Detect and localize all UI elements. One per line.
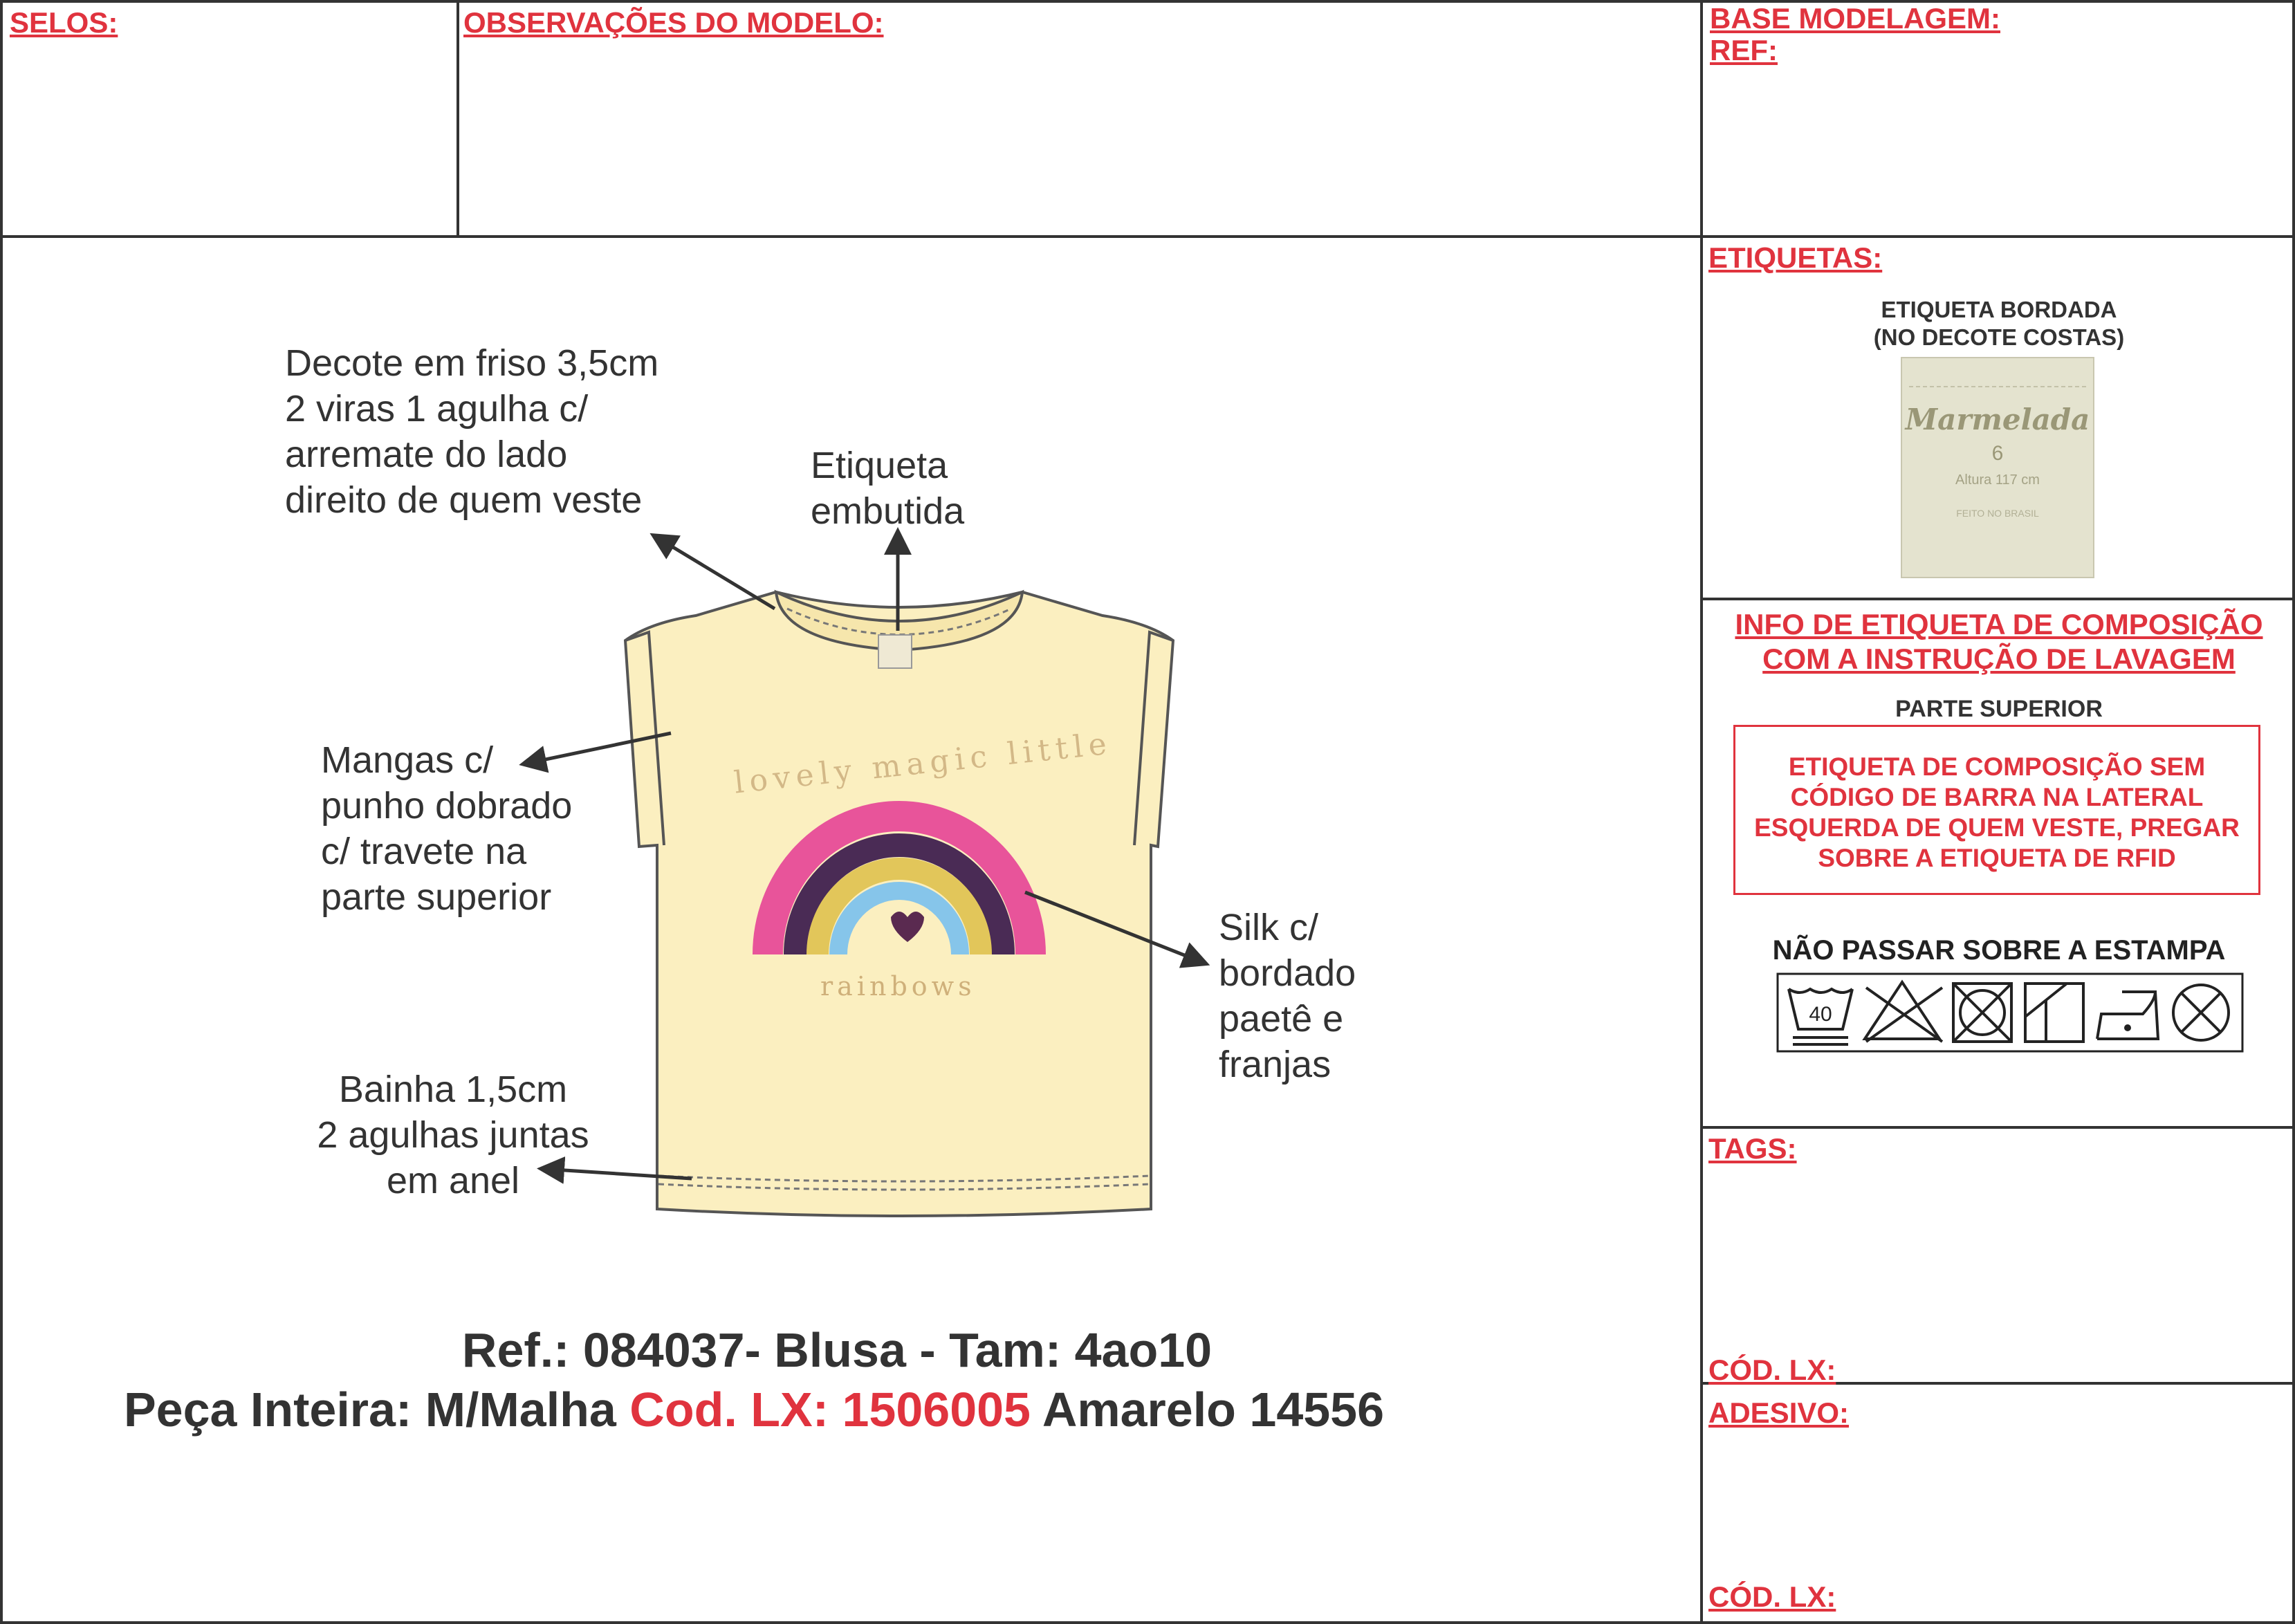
sidebar-sep-2 bbox=[1700, 598, 2295, 600]
note-decote-line: arremate do lado bbox=[285, 434, 568, 475]
print-top-text: lovely magic little bbox=[732, 726, 1114, 801]
note-decote-line: 2 viras 1 agulha c/ bbox=[285, 388, 589, 430]
footer-lx-code: Cod. LX: 1506005 bbox=[629, 1383, 1031, 1437]
brand-made-in: FEITO NO BRASIL bbox=[1956, 508, 2039, 519]
note-bainha-line: Bainha 1,5cm bbox=[338, 1069, 568, 1110]
footer-color: Amarelo 14556 bbox=[1030, 1383, 1385, 1437]
composicao-instructions-box bbox=[1733, 725, 2260, 895]
footer-ref: Ref.: 084037- Blusa - Tam: 4ao10 bbox=[461, 1323, 1213, 1377]
note-bainha-line: 2 agulhas juntas bbox=[317, 1114, 589, 1156]
parte-superior-label: PARTE SUPERIOR bbox=[1895, 696, 2103, 722]
base-modelagem-header: BASE MODELAGEM: bbox=[1710, 2, 2000, 35]
observacoes-header: OBSERVAÇÕES DO MODELO: bbox=[463, 6, 884, 39]
footer-fabric bbox=[0, 1382, 1508, 1437]
adesivo-header: ADESIVO: bbox=[1708, 1396, 1850, 1429]
sidebar-sep-3 bbox=[1700, 1126, 2295, 1129]
care-symbols bbox=[1776, 972, 2244, 1053]
no-iron-warning: NÃO PASSAR SOBRE A ESTAMPA bbox=[1772, 935, 2226, 966]
note-mangas-line: Mangas c/ bbox=[321, 739, 494, 781]
note-silk-line: franjas bbox=[1219, 1044, 1331, 1085]
selos-header: SELOS: bbox=[10, 6, 118, 39]
note-bainha-line: em anel bbox=[386, 1160, 520, 1201]
brand-label-image bbox=[1901, 357, 2094, 578]
brand-height: Altura 117 cm bbox=[1955, 472, 2040, 488]
instr-line: ESQUERDA DE QUEM VESTE, PREGAR bbox=[1754, 813, 2240, 842]
footer-fabric-prefix: Peça Inteira: M/Malha bbox=[123, 1383, 630, 1437]
note-etiqueta-line: embutida bbox=[811, 490, 965, 532]
note-mangas-line: punho dobrado bbox=[321, 785, 573, 827]
sidebar-sep-1 bbox=[1700, 235, 2295, 238]
note-decote-line: direito de quem veste bbox=[285, 479, 643, 521]
note-decote-line: Decote em friso 3,5cm bbox=[285, 342, 659, 384]
adesivo-cod-lx: CÓD. LX: bbox=[1708, 1580, 1836, 1613]
note-mangas-line: parte superior bbox=[321, 876, 552, 918]
composicao-title bbox=[1703, 607, 2295, 676]
etiqueta-bordada-label bbox=[1703, 296, 2295, 351]
note-mangas-line: c/ travete na bbox=[321, 831, 527, 872]
composicao-title-line: COM A INSTRUÇÃO DE LAVAGEM bbox=[1762, 643, 2236, 675]
etiqueta-bordada-line: (NO DECOTE COSTAS) bbox=[1873, 324, 2125, 350]
composicao-title-line: INFO DE ETIQUETA DE COMPOSIÇÃO bbox=[1735, 608, 2263, 640]
print-bottom-text: rainbows bbox=[820, 971, 976, 1002]
note-etiqueta-line: Etiqueta bbox=[811, 445, 948, 486]
instr-line: ETIQUETA DE COMPOSIÇÃO SEM bbox=[1788, 753, 2206, 781]
etiquetas-header: ETIQUETAS: bbox=[1708, 241, 1883, 274]
note-silk-line: Silk c/ bbox=[1219, 907, 1319, 948]
instr-line: SOBRE A ETIQUETA DE RFID bbox=[1818, 844, 2176, 872]
instr-line: CÓDIGO DE BARRA NA LATERAL bbox=[1790, 783, 2204, 811]
ref-header: REF: bbox=[1710, 34, 1778, 66]
etiqueta-bordada-line: ETIQUETA BORDADA bbox=[1881, 297, 2117, 322]
tags-header: TAGS: bbox=[1708, 1132, 1797, 1165]
note-silk-line: bordado bbox=[1219, 952, 1356, 994]
brand-name: Marmelada bbox=[1905, 403, 2090, 436]
svg-text:40: 40 bbox=[1809, 1003, 1832, 1026]
tags-cod-lx: CÓD. LX: bbox=[1708, 1354, 1836, 1386]
brand-size: 6 bbox=[1991, 442, 2004, 465]
note-silk-line: paetê e bbox=[1219, 998, 1344, 1040]
